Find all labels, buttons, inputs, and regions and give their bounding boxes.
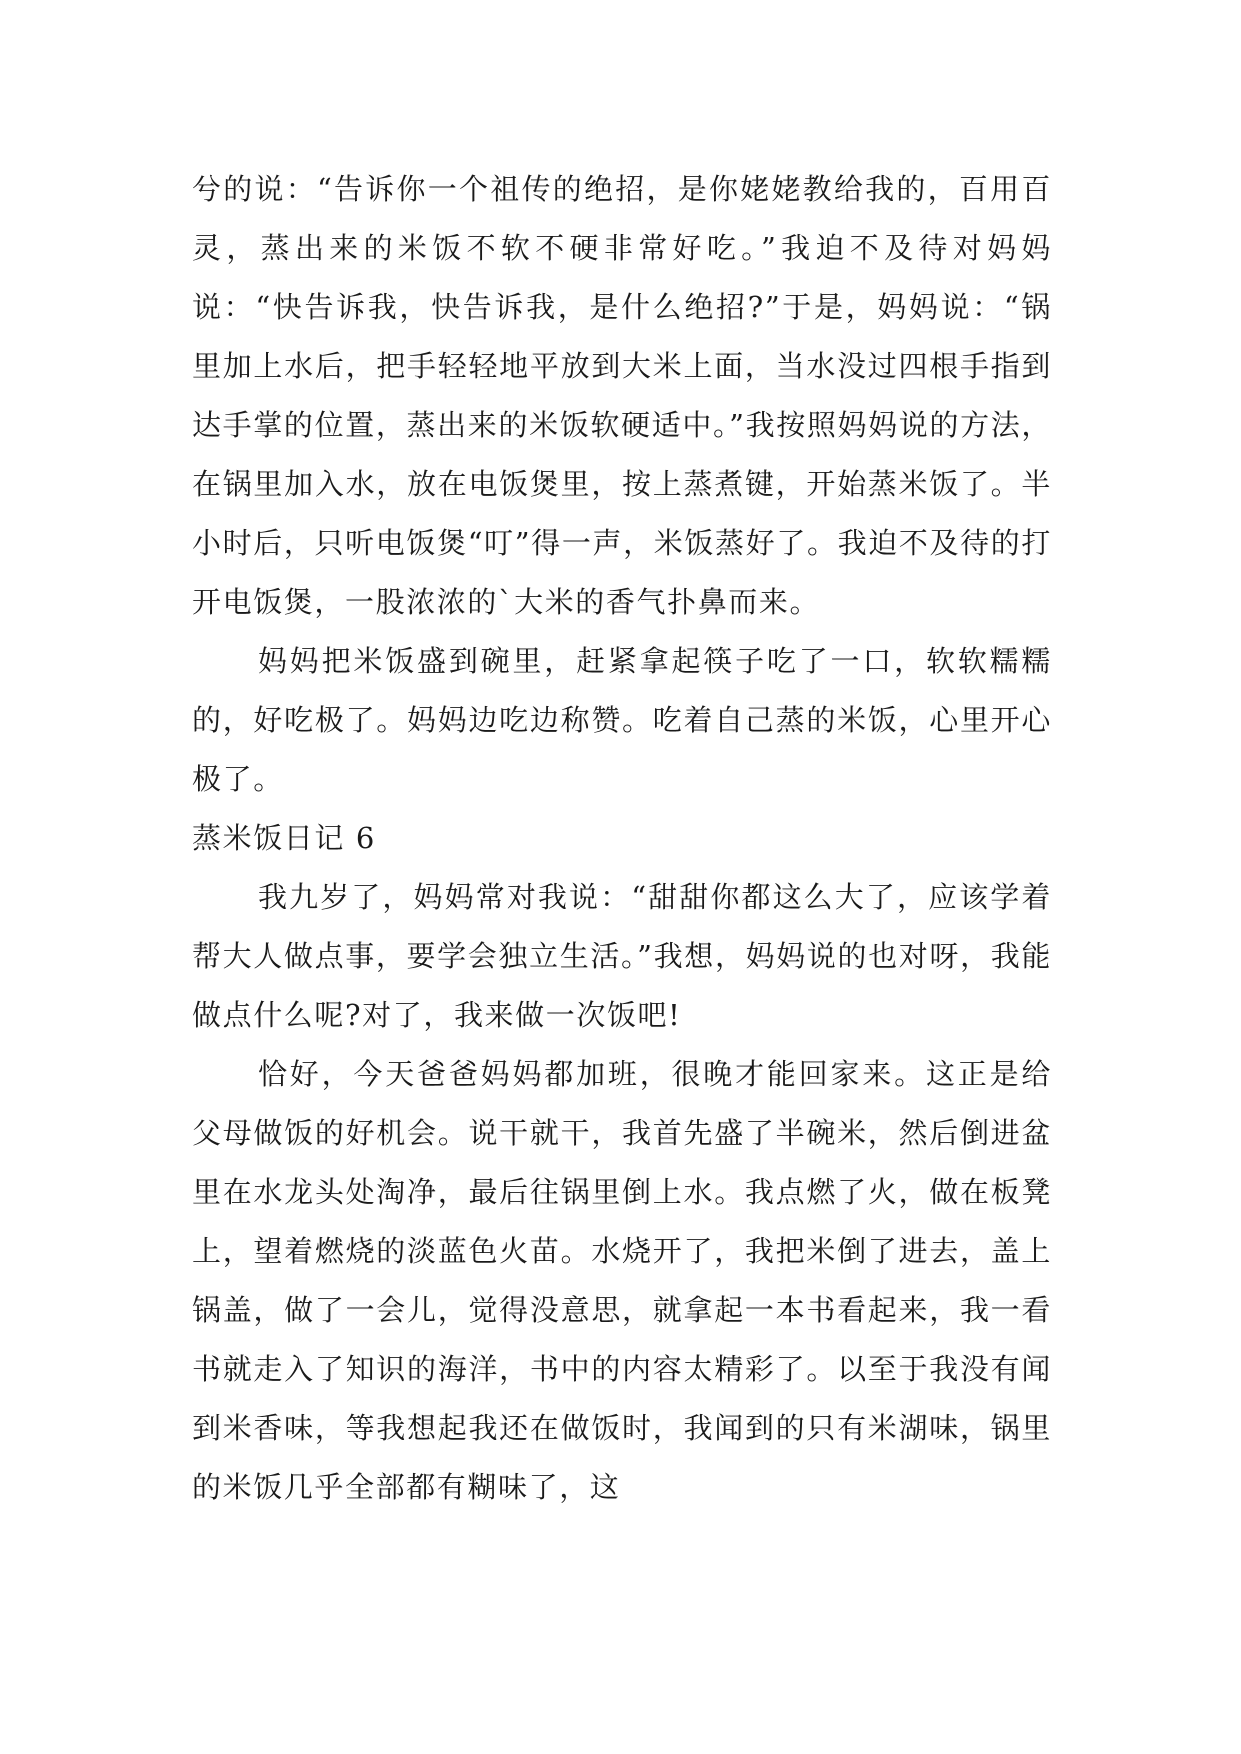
section-heading: 蒸米饭日记 6	[192, 821, 376, 855]
paragraph-4: 恰好，今天爸爸妈妈都加班，很晚才能回家来。这正是给父母做饭的好机会。说干就干，我首先盛了半碗米，然后倒进盆里在水龙头处淘净，最后往锅里倒上水。我点燃了火，做在板凳上，望着燃烧的淡蓝色火苗。水烧开了，我把米倒了进去，盖上锅盖，做了一会儿，觉得没意思，就拿起一本书看起来，我一看书就走入了知识的海洋，书中的内容太精彩了。以至于我没有闻到米香味，等我想起我还在做饭时，我闻到的只有米湖味，锅里的米饭几乎全部都有糊味了，这	[192, 1057, 1052, 1504]
paragraph-3: 我九岁了，妈妈常对我说：“甜甜你都这么大了，应该学着帮大人做点事，要学会独立生活。”我想，妈妈说的也对呀，我能做点什么呢?对了，我来做一次饭吧!	[192, 880, 1052, 1032]
paragraph-1: 兮的说：“告诉你一个祖传的绝招，是你姥姥教给我的，百用百灵，蒸出来的米饭不软不硬非常好吃。”我迫不及待对妈妈说：“快告诉我，快告诉我，是什么绝招?”于是，妈妈说：“锅里加上水后，把手轻轻地平放到大米上面，当水没过四根手指到达手掌的位置，蒸出来的米饭软硬适中。”我按照妈妈说的方法，在锅里加入水，放在电饭煲里，按上蒸煮键，开始蒸米饭了。半小时后，只听电饭煲“叮”得一声，米饭蒸好了。我迫不及待的打开电饭煲，一股浓浓的`大米的香气扑鼻而来。	[192, 172, 1052, 619]
paragraph-2: 妈妈把米饭盛到碗里，赶紧拿起筷子吃了一口，软软糯糯的，好吃极了。妈妈边吃边称赞。吃着自己蒸的米饭，心里开心极了。	[192, 644, 1052, 796]
document-page	[192, 160, 1052, 1517]
